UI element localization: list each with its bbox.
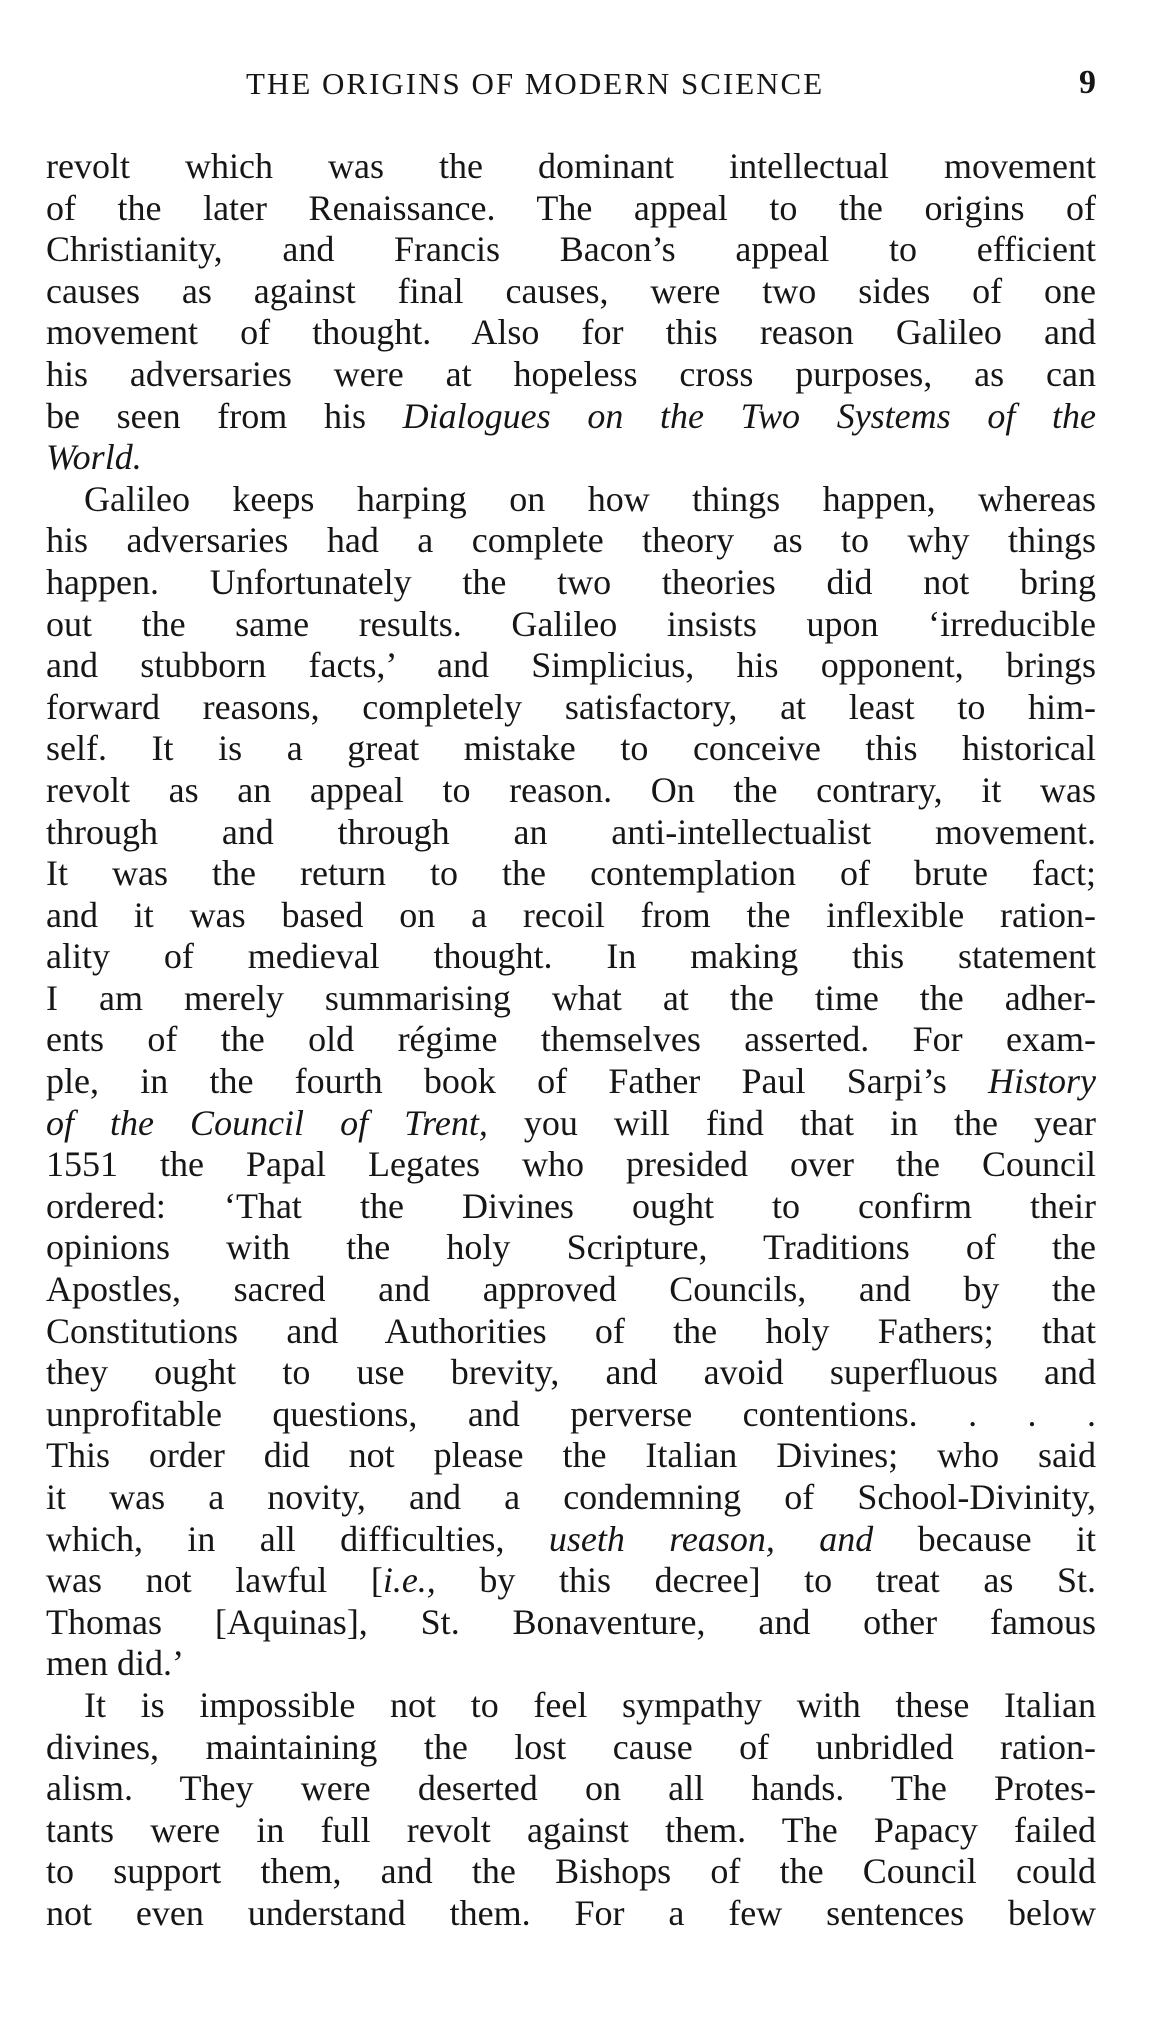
text-line bbox=[46, 1810, 1096, 1852]
text-segment: was not lawful [ bbox=[46, 1560, 383, 1601]
text-segment: alism. They were deserted on all hands. The Protes- bbox=[46, 1768, 1096, 1809]
text-segment: It is impossible not to feel sympathy with these Italian bbox=[84, 1684, 1096, 1725]
text-line bbox=[46, 1186, 1096, 1228]
text-segment: Constitutions and Authorities of the holy Fathers; that bbox=[46, 1310, 1096, 1351]
text-segment: This order did not please the Italian Divines; who said bbox=[46, 1435, 1096, 1476]
running-head bbox=[46, 66, 1096, 114]
page-number: 9 bbox=[1079, 64, 1096, 101]
text-line bbox=[46, 1560, 1096, 1602]
text-line bbox=[46, 479, 1096, 521]
text-segment: I am merely summarising what at the time the adher- bbox=[46, 977, 1096, 1018]
text-line bbox=[46, 312, 1096, 354]
text-line bbox=[46, 1311, 1096, 1353]
text-segment: of the later Renaissance. The appeal to the origins of bbox=[46, 187, 1096, 228]
text-segment: men did.’ bbox=[46, 1643, 184, 1684]
text-line bbox=[46, 812, 1096, 854]
text-line bbox=[46, 146, 1096, 188]
text-segment: It was the return to the contemplation of brute fact; bbox=[46, 853, 1096, 894]
italic-text: i.e., bbox=[382, 1560, 436, 1601]
text-segment: because it bbox=[873, 1518, 1096, 1559]
text-segment: divines, maintaining the lost cause of unbridled ration- bbox=[46, 1726, 1096, 1767]
italic-text: useth reason, and bbox=[548, 1518, 874, 1559]
text-line bbox=[46, 354, 1096, 396]
text-segment: movement of thought. Also for this reason Galileo and bbox=[46, 312, 1096, 353]
italic-text: of the Council of Trent, bbox=[46, 1102, 488, 1143]
text-segment: ality of medieval thought. In making this statement bbox=[46, 936, 1096, 977]
text-line bbox=[46, 1851, 1096, 1893]
text-segment: causes as against final causes, were two sides of one bbox=[46, 270, 1096, 311]
text-segment: ple, in the fourth book of Father Paul Sarpi’s bbox=[46, 1061, 988, 1102]
text-line bbox=[46, 1061, 1096, 1103]
text-segment: be seen from his bbox=[46, 395, 403, 436]
text-segment: Galileo keeps harping on how things happen, whereas bbox=[84, 478, 1096, 519]
text-segment: Thomas [Aquinas], St. Bonaventure, and other famous bbox=[46, 1601, 1096, 1642]
text-line bbox=[46, 1394, 1096, 1436]
text-line bbox=[46, 1643, 1096, 1685]
text-segment: his adversaries were at hopeless cross purposes, as can bbox=[46, 353, 1096, 394]
text-line bbox=[46, 1019, 1096, 1061]
text-segment: which, in all difficulties, bbox=[46, 1518, 549, 1559]
text-segment: 1551 the Papal Legates who presided over the Council bbox=[46, 1144, 1096, 1185]
running-title: THE ORIGINS OF MODERN SCIENCE bbox=[246, 66, 825, 101]
text-segment: to support them, and the Bishops of the Council could bbox=[46, 1851, 1096, 1892]
text-line bbox=[46, 687, 1096, 729]
text-segment: Christianity, and Francis Bacon’s appeal to efficient bbox=[46, 229, 1096, 270]
text-segment: through and through an anti-intellectualist movement. bbox=[46, 811, 1096, 852]
text-segment: it was a novity, and a condemning of School-Divinity, bbox=[46, 1477, 1096, 1517]
text-line bbox=[46, 188, 1096, 230]
italic-text: Dialogues on the Two Systems of the bbox=[402, 395, 1096, 436]
text-segment: opinions with the holy Scripture, Traditions of the bbox=[46, 1227, 1096, 1268]
text-line bbox=[46, 1103, 1096, 1145]
text-line bbox=[46, 853, 1096, 895]
text-line bbox=[46, 936, 1096, 978]
text-segment: not even understand them. For a few sentences below bbox=[46, 1892, 1096, 1933]
text-line bbox=[46, 1893, 1096, 1935]
text-line bbox=[46, 1477, 1096, 1519]
text-line bbox=[46, 895, 1096, 937]
text-segment: self. It is a great mistake to conceive this historical bbox=[46, 728, 1096, 769]
text-line bbox=[46, 229, 1096, 271]
text-segment: unprofitable questions, and perverse contentions. . . . bbox=[46, 1393, 1096, 1434]
text-segment: out the same results. Galileo insists upon ‘irreducible bbox=[46, 603, 1096, 644]
italic-text: World. bbox=[46, 437, 142, 478]
text-line bbox=[46, 271, 1096, 313]
text-line bbox=[46, 604, 1096, 646]
text-segment: by this decree] to treat as St. bbox=[435, 1560, 1096, 1601]
text-line bbox=[46, 520, 1096, 562]
text-segment: and it was based on a recoil from the inflexible ration- bbox=[46, 894, 1096, 935]
text-line bbox=[46, 1227, 1096, 1269]
text-segment: happen. Unfortunately the two theories did not bring bbox=[46, 561, 1096, 602]
text-line bbox=[46, 1602, 1096, 1644]
text-line bbox=[46, 728, 1096, 770]
text-segment: tants were in full revolt against them. The Papacy failed bbox=[46, 1809, 1096, 1850]
text-line bbox=[46, 1768, 1096, 1810]
text-line bbox=[46, 396, 1096, 438]
text-line bbox=[46, 1352, 1096, 1394]
italic-text: History bbox=[988, 1061, 1096, 1102]
text-line bbox=[46, 1144, 1096, 1186]
text-line bbox=[46, 1727, 1096, 1769]
text-segment: Apostles, sacred and approved Councils, and by the bbox=[46, 1269, 1096, 1310]
text-line bbox=[46, 562, 1096, 604]
text-segment: his adversaries had a complete theory as to why things bbox=[46, 520, 1096, 561]
text-line bbox=[46, 1685, 1096, 1727]
text-segment: ordered: ‘That the Divines ought to confirm their bbox=[46, 1185, 1096, 1226]
text-line bbox=[46, 437, 1096, 479]
text-line bbox=[46, 978, 1096, 1020]
text-line bbox=[46, 1269, 1096, 1311]
text-line bbox=[46, 1519, 1096, 1561]
text-segment: ents of the old régime themselves asserted. For exam- bbox=[46, 1019, 1096, 1060]
text-line bbox=[46, 1435, 1096, 1477]
text-segment: and stubborn facts,’ and Simplicius, his opponent, brings bbox=[46, 645, 1096, 686]
text-segment: you will find that in the year bbox=[487, 1102, 1096, 1143]
text-segment: revolt which was the dominant intellectual movement bbox=[46, 146, 1096, 186]
text-line bbox=[46, 645, 1096, 687]
text-segment: revolt as an appeal to reason. On the contrary, it was bbox=[46, 769, 1096, 810]
text-segment: they ought to use brevity, and avoid superfluous and bbox=[46, 1352, 1096, 1393]
text-line bbox=[46, 770, 1096, 812]
text-segment: forward reasons, completely satisfactory, at least to him- bbox=[46, 686, 1096, 727]
body-text bbox=[46, 146, 1096, 1935]
